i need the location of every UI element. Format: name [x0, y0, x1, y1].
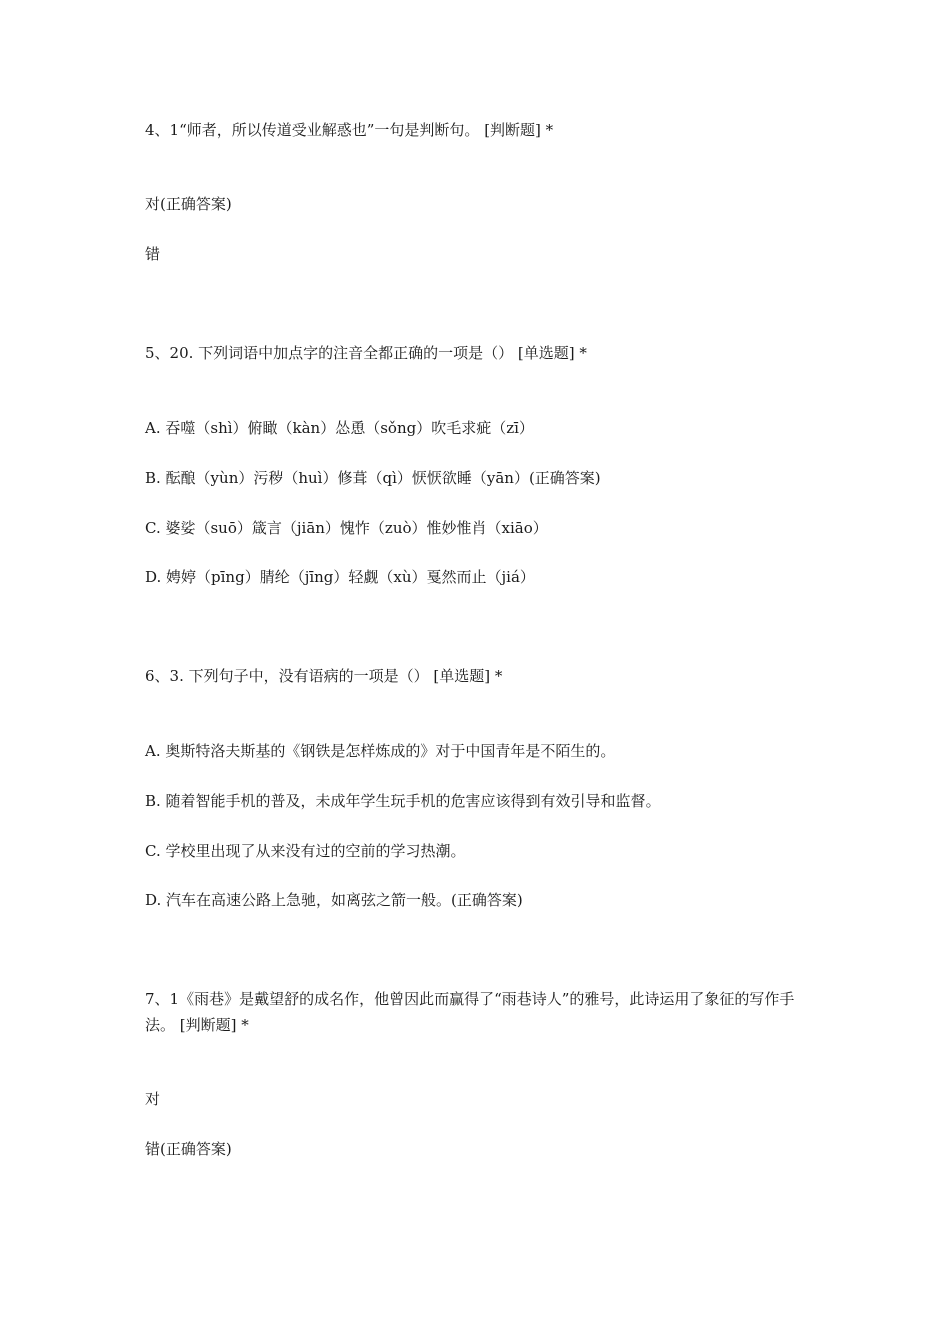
question-5-prompt: 5、20. 下列词语中加点字的注音全都正确的一项是（） [单选题] * — [145, 344, 587, 362]
question-4-prompt: 4、1“师者，所以传道受业解惑也”一句是判断句。 [判断题] * — [145, 121, 554, 139]
question-6-option-c[interactable]: C. 学校里出现了从来没有过的空前的学习热潮。 — [145, 842, 466, 860]
question-4-option-wrong[interactable]: 错 — [145, 245, 161, 263]
question-5-option-d[interactable]: D. 娉婷（pīng）腈纶（jīng）轻觑（xù）戛然而止（jiá） — [145, 568, 535, 586]
question-6-option-d[interactable]: D. 汽车在高速公路上急驰，如离弦之箭一般。(正确答案) — [145, 891, 523, 909]
question-4-option-correct[interactable]: 对(正确答案) — [145, 195, 232, 213]
question-5-option-a[interactable]: A. 吞噬（shì）俯瞰（kàn）怂恿（sǒng）吹毛求疵（zī） — [145, 419, 534, 437]
question-6-option-b[interactable]: B. 随着智能手机的普及，未成年学生玩手机的危害应该得到有效引导和监督。 — [145, 792, 661, 810]
question-7-prompt: 7、1《雨巷》是戴望舒的成名作，他曾因此而赢得了“雨巷诗人”的雅号，此诗运用了象征的写作手法。 [判断题] * — [145, 990, 795, 1034]
question-7-option-correct[interactable]: 错(正确答案) — [145, 1140, 232, 1158]
question-7-option-right[interactable]: 对 — [145, 1090, 161, 1108]
question-5-option-c[interactable]: C. 婆娑（suō）箴言（jiān）愧怍（zuò）惟妙惟肖（xiāo） — [145, 519, 548, 537]
question-6-prompt: 6、3. 下列句子中，没有语病的一项是（） [单选题] * — [145, 667, 503, 685]
question-6-option-a[interactable]: A. 奥斯特洛夫斯基的《钢铁是怎样炼成的》对于中国青年是不陌生的。 — [145, 742, 616, 760]
question-5-option-b[interactable]: B. 酝酿（yùn）污秽（huì）修葺（qì）恹恹欲睡（yān）(正确答案) — [145, 469, 601, 487]
